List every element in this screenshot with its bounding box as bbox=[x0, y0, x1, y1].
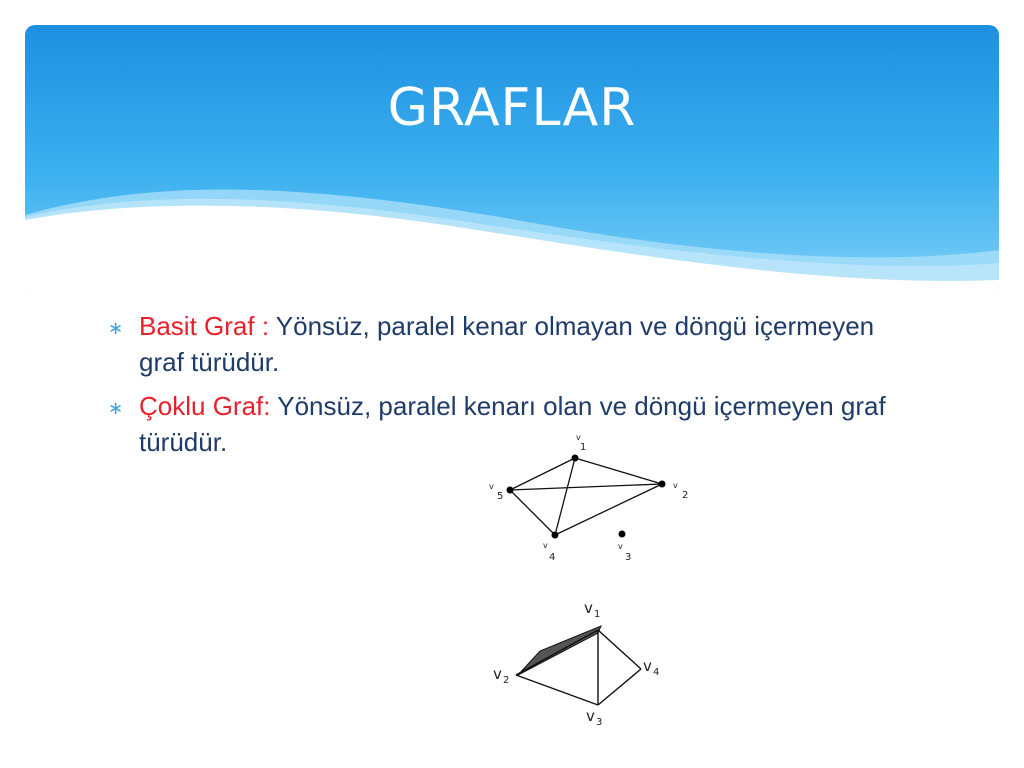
label-v2: 2 bbox=[503, 675, 510, 686]
vertex-v1 bbox=[572, 455, 579, 462]
simple-graph-vertices bbox=[507, 455, 666, 539]
label-v1: 1 bbox=[594, 609, 601, 620]
label-v4: 4 bbox=[549, 552, 556, 563]
label-v4: 4 bbox=[653, 667, 660, 678]
multi-graph-figure bbox=[488, 595, 673, 730]
vertex-v3 bbox=[619, 531, 626, 538]
label-v3: 3 bbox=[596, 717, 603, 728]
slide-title: GRAFLAR bbox=[387, 78, 637, 138]
wave-background bbox=[25, 25, 999, 295]
label-v: v bbox=[584, 599, 593, 617]
bullet-term: Çoklu Graf: bbox=[139, 391, 271, 421]
multi-graph-edges bbox=[516, 630, 641, 705]
asterisk-icon: ∗ bbox=[108, 398, 124, 418]
label-v: v bbox=[493, 665, 502, 683]
label-v: v bbox=[673, 481, 678, 490]
label-v: v bbox=[643, 657, 652, 675]
vertex-v2 bbox=[659, 481, 666, 488]
label-v5: 5 bbox=[497, 491, 504, 502]
bullet-term: Basit Graf : bbox=[139, 311, 276, 341]
label-v: v bbox=[576, 433, 581, 442]
slide-header-banner bbox=[25, 25, 999, 295]
label-v: v bbox=[543, 541, 548, 550]
label-v2: 2 bbox=[682, 490, 689, 501]
vertex-v5 bbox=[507, 487, 514, 494]
simple-graph-edges bbox=[510, 458, 662, 535]
label-v3: 3 bbox=[625, 552, 632, 563]
label-v: v bbox=[489, 482, 494, 491]
bullet-text: Yönsüz, paralel kenarı olan ve döngü içermeyen graf türüdür. bbox=[139, 391, 886, 457]
label-v1: 1 bbox=[580, 442, 587, 453]
vertex-v4 bbox=[552, 532, 559, 539]
label-v: v bbox=[618, 542, 623, 551]
simple-graph-figure bbox=[485, 428, 705, 573]
bullet-text: Yönsüz, paralel kenar olmayan ve döngü içermeyen graf türüdür. bbox=[139, 311, 875, 377]
bullet-basit-graf bbox=[108, 308, 908, 380]
label-v: v bbox=[586, 707, 595, 725]
asterisk-icon: ∗ bbox=[108, 318, 124, 338]
